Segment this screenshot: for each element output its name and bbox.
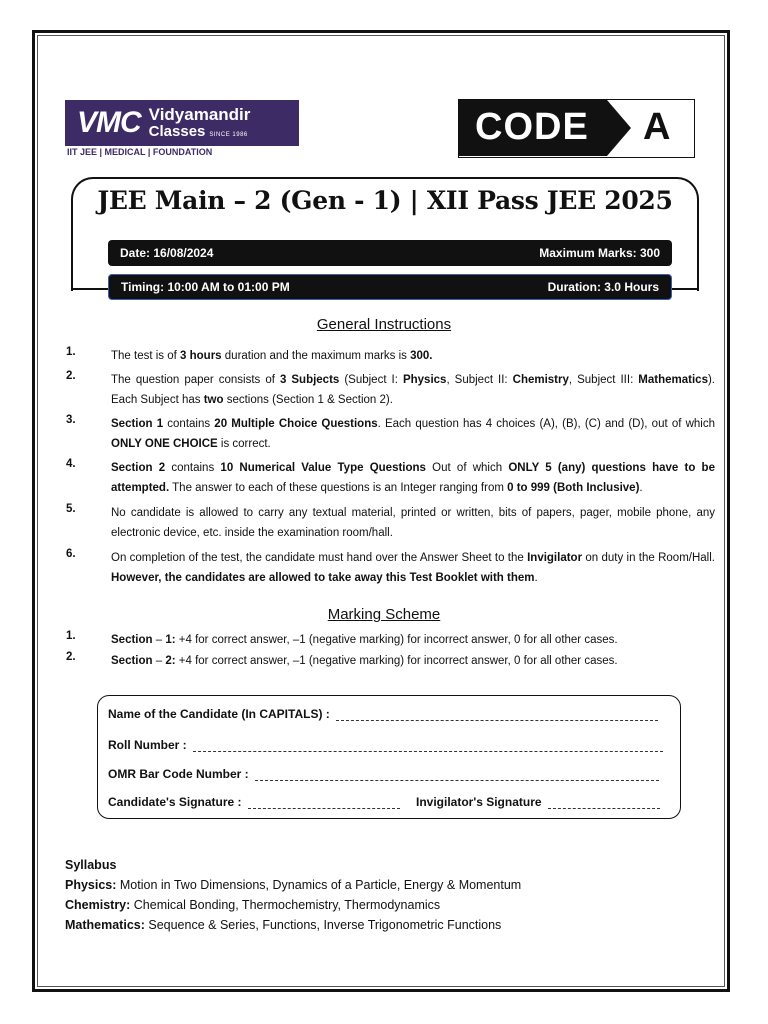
logo-mark: VMC bbox=[77, 106, 141, 139]
bold-text-run: 0 to 999 (Both Inclusive) bbox=[507, 482, 640, 494]
mathematics-label: Mathematics: bbox=[65, 918, 145, 932]
bold-text-run: Mathematics bbox=[638, 374, 708, 386]
roll-number-label: Roll Number : bbox=[108, 738, 187, 752]
text-run: – bbox=[152, 634, 166, 646]
general-instructions-heading: General Instructions bbox=[316, 316, 452, 333]
text-run: The question paper consists of bbox=[111, 374, 280, 386]
exam-date: Date: 16/08/2024 bbox=[120, 246, 214, 260]
bold-text-run: However, the candidates are allowed to take away this Test Booklet with them bbox=[111, 572, 535, 584]
candidate-name-line[interactable] bbox=[336, 708, 658, 721]
instruction-text bbox=[111, 414, 715, 454]
exam-timing: Timing: 10:00 AM to 01:00 PM bbox=[121, 280, 290, 294]
text-run: duration and the maximum marks is bbox=[221, 350, 411, 362]
physics-topics: Motion in Two Dimensions, Dynamics of a Particle, Energy & Momentum bbox=[116, 878, 522, 892]
bold-text-run: 2: bbox=[165, 655, 176, 667]
bold-text-run: two bbox=[203, 394, 224, 406]
text-run: ). Each Subject has bbox=[111, 374, 715, 406]
syllabus-physics bbox=[65, 875, 521, 895]
candidate-name-label: Name of the Candidate (In CAPITALS) : bbox=[108, 707, 330, 721]
exam-duration: Duration: 3.0 Hours bbox=[547, 280, 659, 294]
text-run: on duty in the Room/Hall. bbox=[582, 552, 715, 564]
syllabus-section bbox=[65, 855, 521, 935]
bold-text-run: Section 1 bbox=[111, 418, 164, 430]
marking-number: 2. bbox=[66, 651, 76, 663]
text-run: (Subject I: bbox=[339, 374, 403, 386]
text-run: – bbox=[152, 655, 166, 667]
text-run: , Subject II: bbox=[446, 374, 513, 386]
syllabus-heading: Syllabus bbox=[65, 858, 117, 872]
candidate-name-field[interactable] bbox=[108, 707, 658, 721]
text-run: , Subject III: bbox=[568, 374, 639, 386]
exam-title: JEE Main – 2 (Gen - 1) | XII Pass JEE 2025 bbox=[97, 186, 673, 215]
bold-text-run: ONLY 5 (any) questions have to be attempted. bbox=[111, 462, 715, 494]
syllabus-mathematics bbox=[65, 915, 521, 935]
omr-code-line[interactable] bbox=[255, 768, 659, 781]
instruction-text bbox=[111, 370, 715, 410]
text-run: Out of which bbox=[425, 462, 509, 474]
chemistry-label: Chemistry: bbox=[65, 898, 131, 912]
text-run: On completion of the test, the candidate must hand over the Answer Sheet to the bbox=[111, 552, 528, 564]
instruction-number: 1. bbox=[66, 346, 76, 358]
text-run: sections (Section 1 & Section 2). bbox=[223, 394, 393, 406]
invigilator-signature-label: Invigilator's Signature bbox=[416, 795, 542, 809]
text-run: The test is of bbox=[111, 350, 181, 362]
logo-tagline: IIT JEE | MEDICAL | FOUNDATION bbox=[67, 147, 213, 157]
bold-text-run: ONLY ONE CHOICE bbox=[111, 438, 218, 450]
instruction-number: 5. bbox=[66, 503, 76, 515]
invigilator-signature-line[interactable] bbox=[548, 796, 660, 809]
text-run: No candidate is allowed to carry any textual material, printed or written, bits of papers, pager, mobile phone, any electronic device, etc. inside the examination room/hall. bbox=[111, 507, 715, 539]
code-letter: A bbox=[643, 106, 671, 148]
date-marks-bar bbox=[108, 240, 672, 266]
bold-text-run: Physics bbox=[402, 374, 447, 386]
instruction-number: 2. bbox=[66, 370, 76, 382]
text-run: The answer to each of these questions is an Integer ranging from bbox=[169, 482, 508, 494]
marking-number: 1. bbox=[66, 630, 76, 642]
bold-text-run: Section bbox=[111, 634, 153, 646]
candidate-signature-line[interactable] bbox=[248, 796, 400, 809]
omr-code-label: OMR Bar Code Number : bbox=[108, 767, 249, 781]
title-frame-edge-right bbox=[671, 288, 699, 290]
physics-label: Physics: bbox=[65, 878, 117, 892]
instruction-number: 4. bbox=[66, 458, 76, 470]
omr-code-field[interactable] bbox=[108, 767, 659, 781]
invigilator-signature-field[interactable] bbox=[416, 795, 660, 809]
chemistry-topics: Chemical Bonding, Thermochemistry, Thermodynamics bbox=[130, 898, 441, 912]
mathematics-topics: Sequence & Series, Functions, Inverse Trigonometric Functions bbox=[144, 918, 502, 932]
syllabus-chemistry bbox=[65, 895, 521, 915]
bold-text-run: 10 Numerical Value Type Questions bbox=[220, 462, 426, 474]
logo-name-line2: Classes bbox=[148, 123, 206, 140]
logo-name-line1: Vidyamandir bbox=[148, 105, 251, 124]
title-frame-edge-left bbox=[71, 288, 109, 290]
maximum-marks: Maximum Marks: 300 bbox=[539, 246, 660, 260]
bold-text-run: Chemistry bbox=[512, 374, 569, 386]
instruction-text bbox=[111, 503, 715, 543]
paper-code-box bbox=[458, 99, 695, 158]
instruction-text bbox=[111, 346, 715, 366]
text-run: . bbox=[534, 572, 538, 584]
bold-text-run: Invigilator bbox=[527, 552, 583, 564]
logo-band bbox=[65, 100, 299, 146]
candidate-signature-label: Candidate's Signature : bbox=[108, 795, 242, 809]
text-run: . bbox=[639, 482, 643, 494]
instruction-number: 3. bbox=[66, 414, 76, 426]
bold-text-run: 20 Multiple Choice Questions bbox=[214, 418, 378, 430]
bold-text-run: 3 hours bbox=[180, 350, 222, 362]
instruction-text bbox=[111, 458, 715, 498]
marking-scheme-heading: Marking Scheme bbox=[327, 606, 441, 623]
text-run: contains bbox=[163, 418, 215, 430]
code-label: CODE bbox=[475, 106, 589, 148]
candidate-signature-field[interactable] bbox=[108, 795, 400, 809]
text-run: . Each question has 4 choices (A), (B), (C) and (D), out of which bbox=[377, 418, 715, 430]
roll-number-field[interactable] bbox=[108, 738, 663, 752]
text-run: +4 for correct answer, –1 (negative marking) for incorrect answer, 0 for all other cases. bbox=[175, 655, 618, 667]
marking-text bbox=[111, 651, 715, 671]
instruction-number: 6. bbox=[66, 548, 76, 560]
bold-text-run: 3 Subjects bbox=[279, 374, 340, 386]
instruction-text bbox=[111, 548, 715, 588]
bold-text-run: Section 2 bbox=[111, 462, 166, 474]
vmc-logo bbox=[65, 100, 299, 158]
logo-since: SINCE 1986 bbox=[209, 132, 248, 138]
bold-text-run: 300. bbox=[410, 350, 433, 362]
code-arrow-shape bbox=[607, 100, 631, 156]
timing-duration-bar bbox=[108, 274, 672, 300]
logo-name bbox=[149, 106, 251, 140]
text-run: contains bbox=[165, 462, 221, 474]
bold-text-run: 1: bbox=[165, 634, 176, 646]
text-run: +4 for correct answer, –1 (negative marking) for incorrect answer, 0 for all other cases. bbox=[175, 634, 618, 646]
roll-number-line[interactable] bbox=[193, 739, 663, 752]
text-run: is correct. bbox=[217, 438, 271, 450]
bold-text-run: Section bbox=[111, 655, 153, 667]
marking-text bbox=[111, 630, 715, 650]
